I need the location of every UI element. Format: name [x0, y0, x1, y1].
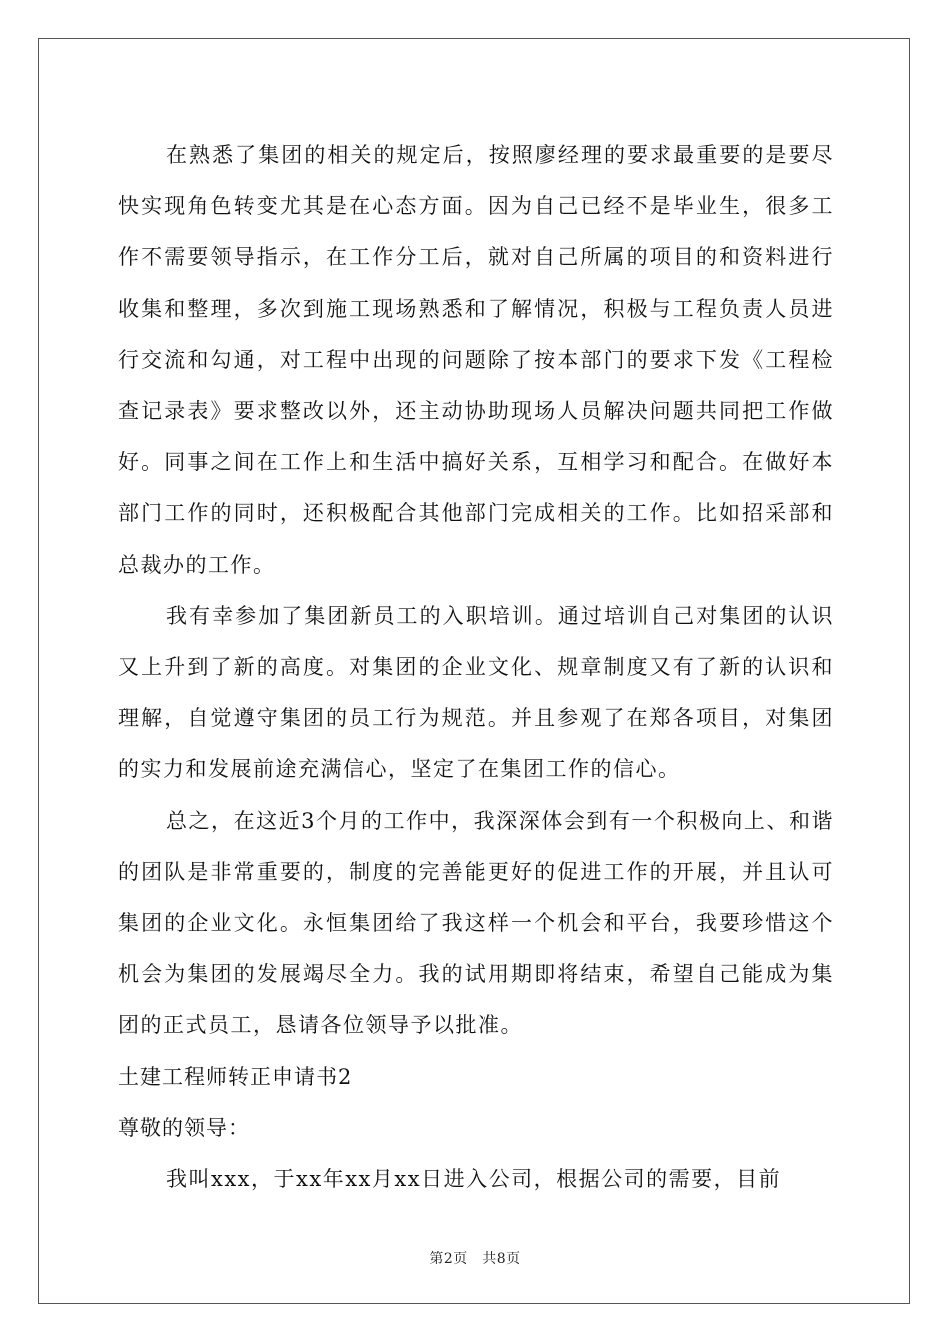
section-title: 土建工程师转正申请书2 [118, 1064, 353, 1089]
paragraph-work-adaptation: 在熟悉了集团的相关的规定后，按照廖经理的要求最重要的是要尽快实现角色转变尤其是在心态方面。因为自己已经不是毕业生，很多工作不需要领导指示，在工作分工后，就对自己所属的项目的和资料进行收集和整理，多次到施工现场熟悉和了解情况，积极与工程负责人员进行交流和勾通，对工程中出现的问题除了按本部门的要求下发《工程检查记录表》要求整改以外，还主动协助现场人员解决问题共同把工作做好。同事之间在工作上和生活中搞好关系，互相学习和配合。在做好本部门工作的同时，还积极配合其他部门完成相关的工作。比如招采部和总裁办的工作。 [118, 143, 834, 577]
paragraph-training: 我有幸参加了集团新员工的入职培训。通过培训自己对集团的认识又上升到了新的高度。对集团的企业文化、规章制度又有了新的认识和理解，自觉遵守集团的员工行为规范。并且参观了在郑各项目，对集团的实力和发展前途充满信心，坚定了在集团工作的信心。 [118, 603, 834, 782]
paragraph-summary: 总之，在这近3个月的工作中，我深深体会到有一个积极向上、和谐的团队是非常重要的，制度的完善能更好的促进工作的开展，并且认可集团的企业文化。永恒集团给了我这样一个机会和平台，我要珍惜这个机会为集团的发展竭尽全力。我的试用期即将结束，希望自己能成为集团的正式员工，恳请各位领导予以批准。 [118, 808, 834, 1038]
paragraph-opening: 我叫xxx，于xx年xx月xx日进入公司，根据公司的需要，目前 [166, 1167, 782, 1192]
document-body [118, 130, 834, 1205]
page-number-footer: 第2页 共8页 [429, 1251, 521, 1267]
salutation: 尊敬的领导： [118, 1115, 250, 1140]
